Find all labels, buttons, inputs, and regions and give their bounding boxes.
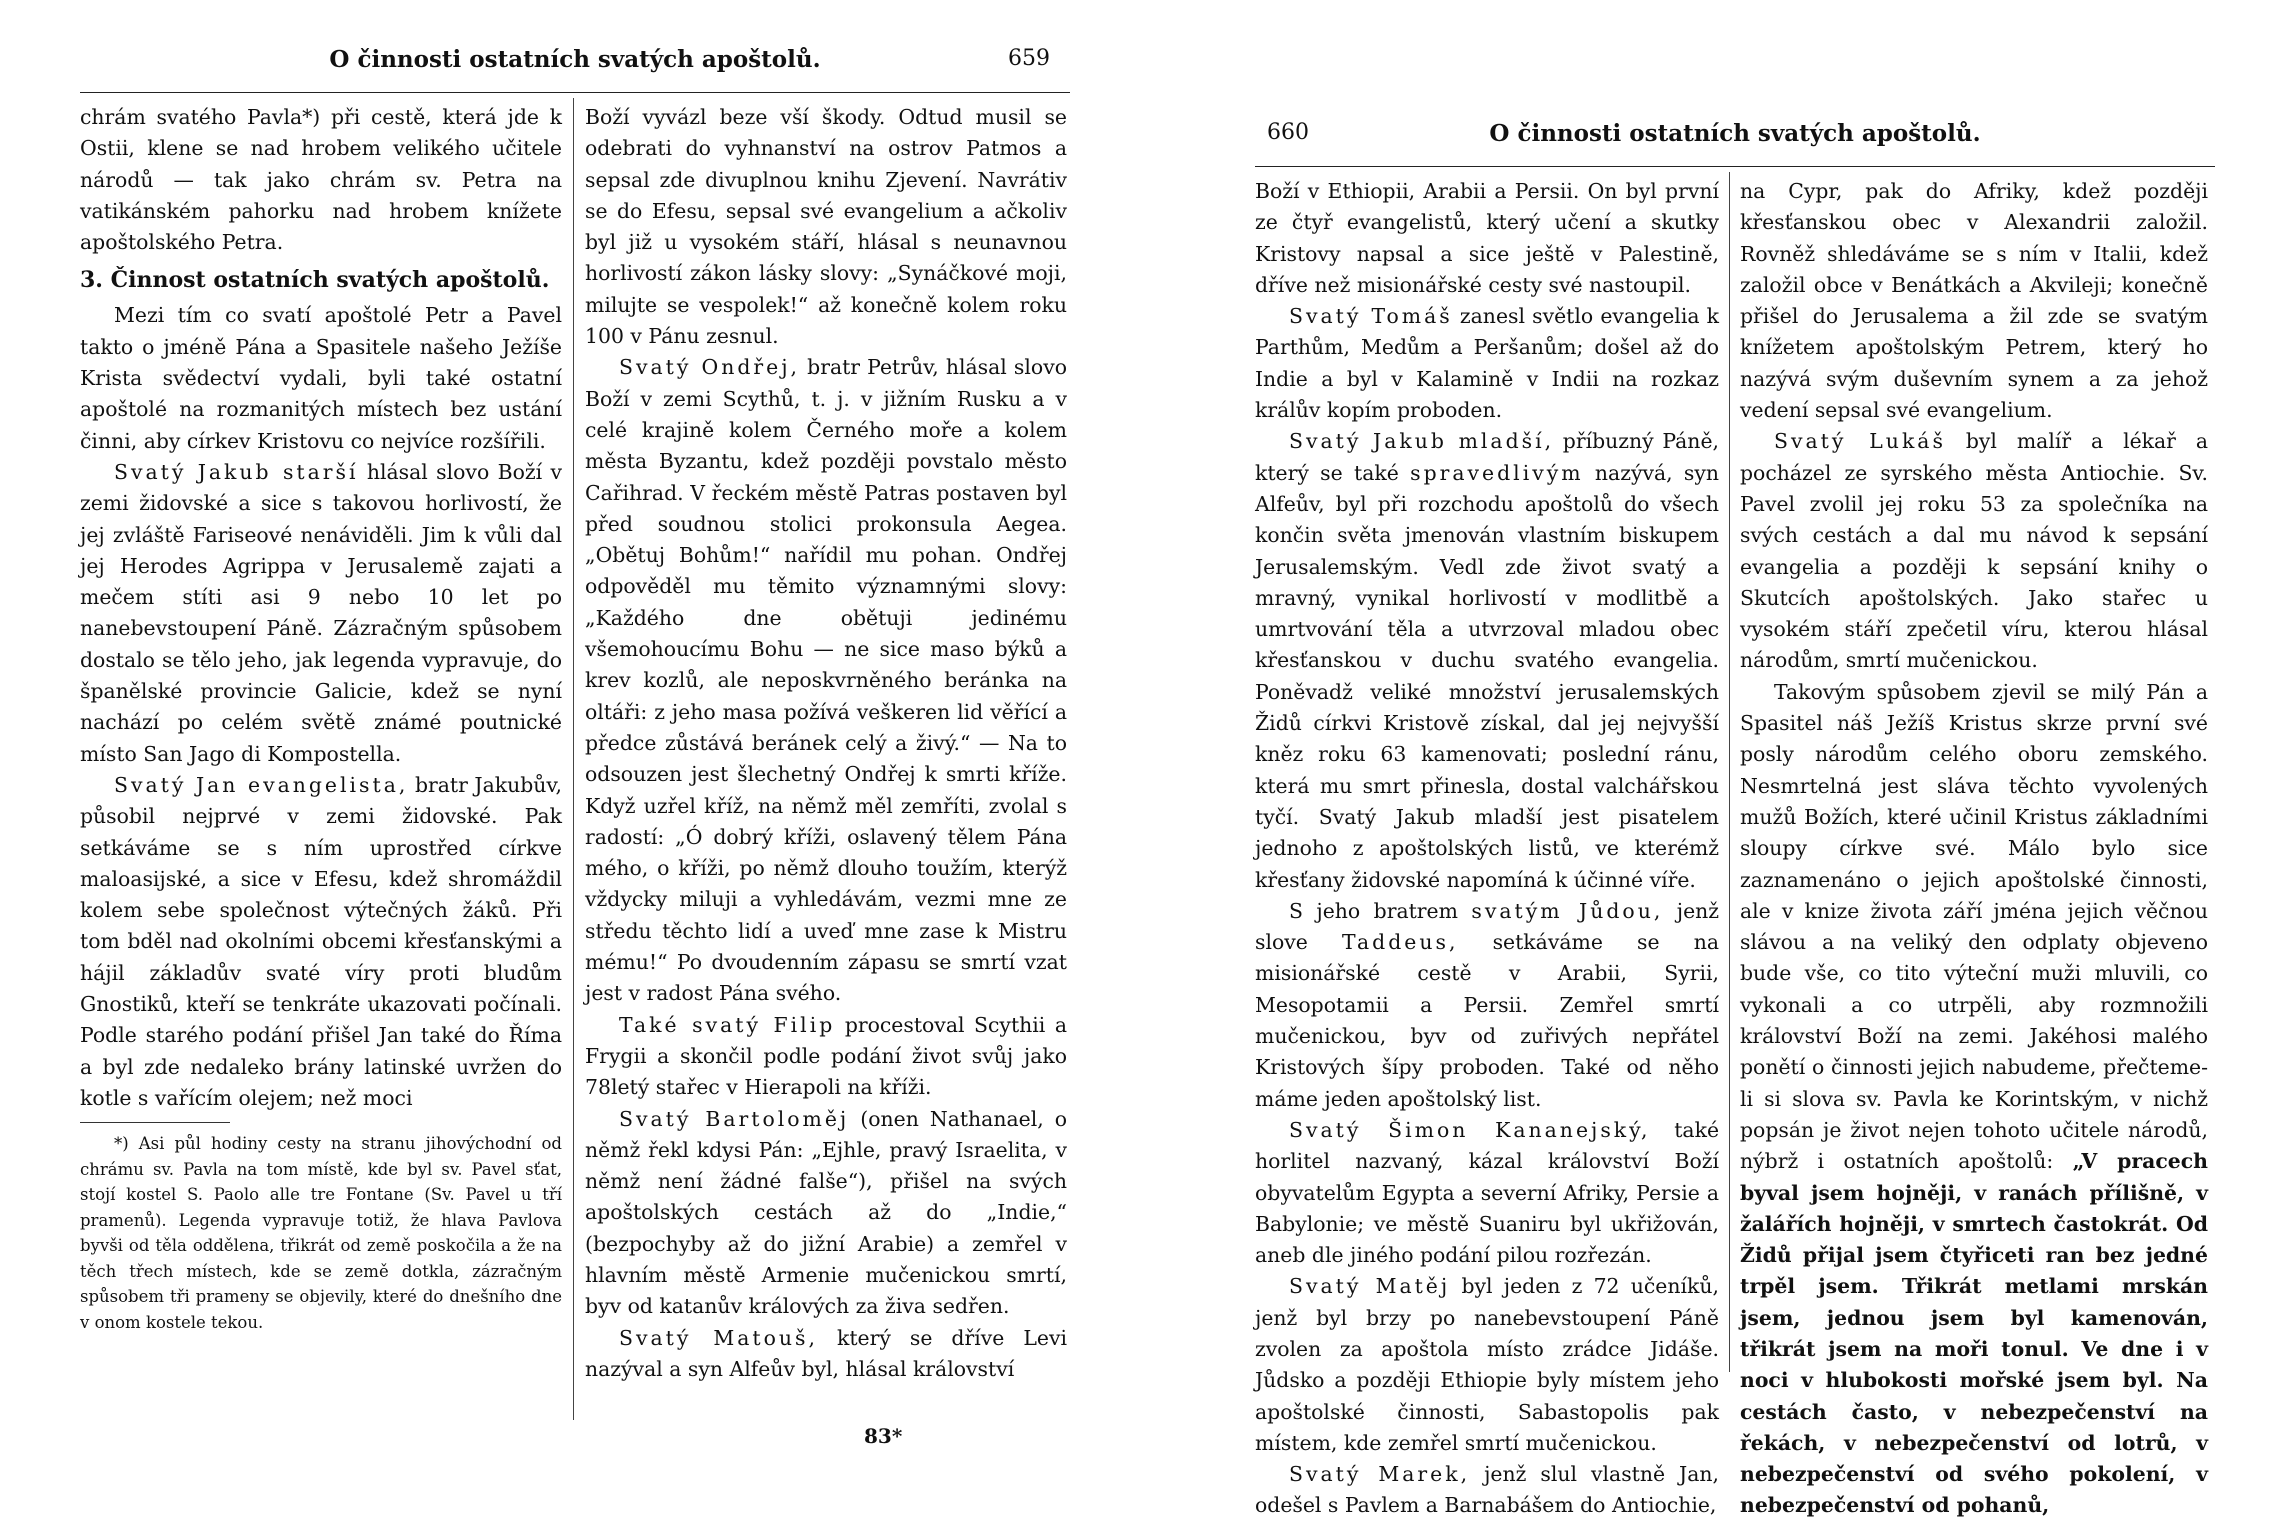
paragraph bbox=[1255, 896, 1719, 1115]
apostle-name: Svatý Bartoloměj bbox=[619, 1106, 850, 1131]
spaced-word: spravedlivým bbox=[1410, 460, 1584, 485]
footnote: *) Asi půl hodiny cesty na stranu jihovýchodní od chrámu sv. Pavla na tom místě, kde byl sv. Pavel sťat, stojí kostel S. Paolo alle tre Fontane (Sv. Pavel u tří pramenů). Legenda vypravuje totiž, že hlava Pavlova byvši od těla oddělena, třikrát od země poskočila a že na těch třech místech, kde se země dotkla, zázračným spůsobem tři prameny se objevily, které do dnešního dne v onom kostele tekou. bbox=[80, 1134, 562, 1332]
paragraph bbox=[585, 1104, 1067, 1323]
apostle-name: Svatý Matěj bbox=[1289, 1274, 1451, 1299]
apostle-name: svatým Jůdou, bbox=[1471, 898, 1664, 923]
paragraph-text: bratr Jakubův, působil nejprvé v zemi židovské. Pak setkáváme se s ním uprostřed církve maloasijské, a sice v Efesu, kdež shromáždil kolem sebe společnost výtečných žáků. Při tom bděl nad okolními obcemi křesťanskými a hájil základův svaté víry proti bludům Gnostiků, kteří se tenkráte ukazovati počínali. Podle starého podání přišel Jan také do Říma a byl zde nedaleko brány latinské uvržen do kotle s vařícím olejem; než moci bbox=[80, 772, 563, 1110]
apostle-name: Svatý Marek, bbox=[1289, 1462, 1471, 1487]
column-separator bbox=[573, 98, 574, 1420]
spaced-word: Taddeus, bbox=[1342, 930, 1459, 955]
left-page-column-1 bbox=[80, 102, 562, 1335]
running-title: O činnosti ostatních svatých apoštolů. bbox=[1489, 120, 1981, 147]
paragraph-text: také horlitel nazvaný, kázal království Boží obyvatelům Egypta a severní Afriky, Persie a Babylonie; ve městě Suaniru byl ukřižován, aneb dle jiného podání pilou rozřezán. bbox=[1255, 1117, 1720, 1268]
paragraph: chrám svatého Pavla*) při cestě, která jde k Ostii, klene se nad hrobem velikého učitele národů — tak jako chrám sv. Petra na vatikánském pahorku nad hrobem knížete apoštolského Petra. bbox=[80, 105, 562, 255]
paragraph bbox=[1255, 301, 1719, 426]
paragraph bbox=[1255, 1115, 1719, 1271]
header-rule bbox=[80, 92, 1070, 93]
paragraph: Boží vyvázl beze vší škody. Odtud musil se odebrati do vyhnanství na ostrov Patmos a sepsal zde divuplnou knihu Zjevení. Navrátiv se do Efesu, sepsal své evangelium a ačkoliv byl již u vysokém stáří, hlásal s neunavnou horlivostí zákon lásky slovy: „Synáčkové moji, milujte se vespolek!“ až konečně kolem roku 100 v Pánu zesnul. bbox=[585, 105, 1067, 349]
signature-mark: 83* bbox=[864, 1424, 903, 1448]
apostle-name: Svatý Tomáš bbox=[1289, 304, 1453, 329]
left-page-header bbox=[80, 46, 1070, 86]
right-page-column-2 bbox=[1740, 176, 2208, 1522]
paragraph bbox=[585, 1010, 1067, 1104]
paragraph bbox=[585, 352, 1067, 1009]
apostle-name: Svatý Jan evangelista, bbox=[114, 772, 409, 797]
header-rule bbox=[1255, 166, 2215, 167]
paragraph-text: byl malíř a lékař a pocházel ze syrského města Antiochie. Sv. Pavel zvolil jej roku 53 za společníka na svých cestách a dal mu návod k sepsání evangelia a později k sepsání knihy o Skutcích apoštolských. Jako stařec u vysokém stáří zpečetil víru, kterou hlásal národům, smrtí mučenickou. bbox=[1740, 429, 2208, 673]
apostle-name: Svatý Jakub starší bbox=[114, 459, 359, 484]
paragraph bbox=[1255, 1459, 1719, 1522]
bold-quotation: „V pracech byval jsem hojněji, v ranách přílišně, v žalářích hojněji, v smrtech častokrát. Od Židů přijal jsem čtyřiceti ran bez jedné trpěl jsem. Třikrát metlami mrskán jsem, jednou jsem byl kamenován, třikrát jsem na moři tonul. Ve dne i v noci v hlubokosti mořské jsem byl. Na cestách často, v nebezpečenství na řekách, v nebezpečenství od lotrů, v nebezpečenství od svého pokolení, v nebezpečenství od pohanů, bbox=[1740, 1149, 2208, 1518]
footnote-rule bbox=[80, 1122, 230, 1123]
paragraph: Mezi tím co svatí apoštolé Petr a Pavel takto o jméně Pána a Spasitele našeho Ježíše Krista svědectví vydali, byli také ostatní apoštolé na rozmanitých místech bez ustání činni, aby církev Kristovu co nejvíce rozšířili. bbox=[80, 303, 562, 453]
apostle-name: Svatý Lukáš bbox=[1774, 429, 1946, 454]
paragraph-text: Takovým spůsobem zjevil se milý Pán a Spasitel náš Ježíš Kristus skrze první své posly národům celého oboru zemského. Nesmrtelná jest sláva těchto vyvolených mužů Božích, které učinil Kristus základními sloupy církve své. Málo bylo sice zaznamenáno o jejich apoštolské činnosti, ale v knize života září jména jejich věčnou slávou a na veliký den odplaty objeveno bude vše, co tito výteční muži mluvili, co vykonali a co utrpěli, aby rozmnožili království Boží na zemi. Jakéhosi malého ponětí o činnosti jejich nabudeme, přečteme-li si slova sv. Pavla ke Korintským, v nichž popsán je život nejen tohoto učitele národů, nýbrž i ostatních apoštolů: bbox=[1740, 679, 2208, 1174]
paragraph-text: který se dříve Levi nazýval a syn Alfeův byl, hlásal království bbox=[585, 1325, 1067, 1381]
paragraph-text: hlásal slovo Boží v zemi židovské a sice s takovou horlivostí, že jej zvláště Fariseové nenáviděli. Jim k vůli dal jej Herodes Agrippa v Jerusalemě zajati a mečem stíti asi 9 nebo 10 let po nanebevstoupení Páně. Zázračným spůsobem dostalo se tělo jeho, jak legenda vypravuje, do španělské provincie Galicie, kdež se nyní nachází po celém světě známé poutnické místo San Jago di Kompostella. bbox=[80, 459, 562, 766]
running-title: O činnosti ostatních svatých apoštolů. bbox=[329, 46, 821, 73]
paragraph-text: bratr Petrův, hlásal slovo Boží v zemi Scythů, t. j. v jižním Rusku a v celé krajině kolem Černého moře a kolem města Byzantu, kdež později povstalo město Cařihrad. V řeckém městě Patras postaven byl před soudnou stolici prokonsula Aegea. „Obětuj Bohům!“ nařídil mu pohan. Ondřej odpověděl mu těmito významnými slovy: „Každého dne obětuji jedinému všemohoucímu Bohu — ne sice maso býků a krev kozlů, ale neposkvrněného beránka na oltáři: z jeho masa požívá veškeren lid věřící a předce zůstává beránek celý a živý.“ — Na to odsouzen jest šlechetný Ondřej k smrti kříže. Když uzřel kříž, na němž měl zemříti, zvolal s radostí: „Ó dobrý kříži, oslavený tělem Pána mého, o kříži, po němž dlouho toužím, kterýž vždycky miluji a vyhledávám, vezmi mne ze středu těchto lidí a uveď mne zase k Mistru mému!“ Po dvoudenním zápasu se smrtí vzat jest v radost Pána svého. bbox=[585, 355, 1067, 1006]
section-heading: 3. Činnost ostatních svatých apoštolů. bbox=[80, 267, 550, 294]
left-page-column-2 bbox=[585, 102, 1067, 1385]
paragraph-text: jenž slul vlastně Jan, odešel s Pavlem a Barnabášem do Antiochie, bbox=[1255, 1462, 1720, 1518]
paragraph-text: byl jeden z 72 učeníků, jenž byl brzy po nanebevstoupení Páně zvolen za apoštola místo zrádce Jidáše. Jůdsko a později Ethiopie byly místem jeho apoštolské činnosti, Sabastopolis pak místem, kde zemřel smrtí mučenickou. bbox=[1255, 1274, 1719, 1455]
paragraph-text: (onen Nathanael, o němž řekl kdysi Pán: „Ejhle, pravý Israelita, v němž není žádné falše“), přišel na svých apoštolských cestách až do „Indie,“ (bezpochyby až do jižní Arabie) a zemřel v hlavním městě Armenie mučenickou smrtí, byv od katanův králových za živa sedřen. bbox=[585, 1106, 1067, 1319]
paragraph bbox=[585, 1323, 1067, 1386]
paragraph: Boží v Ethiopii, Arabii a Persii. On byl první ze čtyř evangelistů, který učení a skutky Kristovy napsal a sice ještě v Palestině, dříve než misionářské cesty své nastoupil. bbox=[1255, 179, 1719, 297]
apostle-name: Svatý Šimon Kananejský, bbox=[1289, 1117, 1651, 1142]
apostle-name: Svatý Ondřej, bbox=[619, 355, 801, 380]
column-separator bbox=[1729, 172, 1730, 1372]
apostle-name: Také svatý Filip bbox=[619, 1012, 836, 1037]
page-number: 660 bbox=[1267, 120, 1309, 145]
right-page-column-1 bbox=[1255, 176, 1719, 1522]
paragraph bbox=[1740, 426, 2208, 676]
paragraph-text: nazývá, syn Alfeův, byl při rozchodu apoštolů do všech končin světa jmenován vlastním biskupem Jerusalemským. Vedl zde život svatý a mravný, vynikal horlivostí v modlitbě a umrtvování těla a utvrzoval mladou obec křesťanskou v duchu svatého evangelia. Poněvadž veliké množství jerusalemských Židů církvi Kristově získal, dal jej nejvyšší kněz roku 63 kamenovati; poslední ránu, která mu smrt přinesla, dostal valchářskou tyčí. Svatý Jakub mladší jest pisatelem jednoho z apoštolských listů, ve kterémž křesťany židovské napomíná k účinné víře. bbox=[1255, 460, 1720, 892]
paragraph bbox=[80, 457, 562, 770]
paragraph-text: setkáváme se na misionářské cestě v Arabii, Syrii, Mesopotamii a Persii. Zemřel smrtí mučenickou, byv od zuřivých nepřátel Kristových šípy proboden. Také od něho máme jeden apoštolský list. bbox=[1255, 930, 1719, 1111]
paragraph-text: S jeho bratrem bbox=[1289, 898, 1458, 923]
apostle-name: Svatý Jakub mladší, bbox=[1289, 429, 1555, 454]
paragraph bbox=[1255, 426, 1719, 895]
paragraph-text: příbuzný Páně, který se také bbox=[1255, 429, 1719, 485]
paragraph-text: procestoval Scythii a Frygii a skončil podle podání život svůj jako 78letý stařec v Hierapoli na kříži. bbox=[585, 1012, 1067, 1100]
paragraph bbox=[1740, 677, 2208, 1522]
paragraph-text: jenž slove bbox=[1255, 898, 1720, 955]
paragraph bbox=[1255, 1271, 1719, 1459]
paragraph: na Cypr, pak do Afriky, kdež později křesťanskou obec v Alexandrii založil. Rovněž shledáváme se s ním v Italii, kdež založil obce v Benátkách a Akvileji; konečně přišel do Jerusalema a žil zde se svatým knížetem apoštolským Petrem, který ho nazývá svým duševním synem a za jehož vedení sepsal své evangelium. bbox=[1740, 179, 2208, 423]
page-number: 659 bbox=[1008, 46, 1050, 71]
right-page-header bbox=[1255, 120, 2215, 160]
paragraph bbox=[80, 770, 562, 1114]
apostle-name: Svatý Matouš, bbox=[619, 1325, 818, 1350]
paragraph-text: zanesl světlo evangelia k Parthům, Medům a Peršanům; došel až do Indie a byl v Kalamině v Indii na rozkaz králův kopím proboden. bbox=[1255, 304, 1720, 423]
